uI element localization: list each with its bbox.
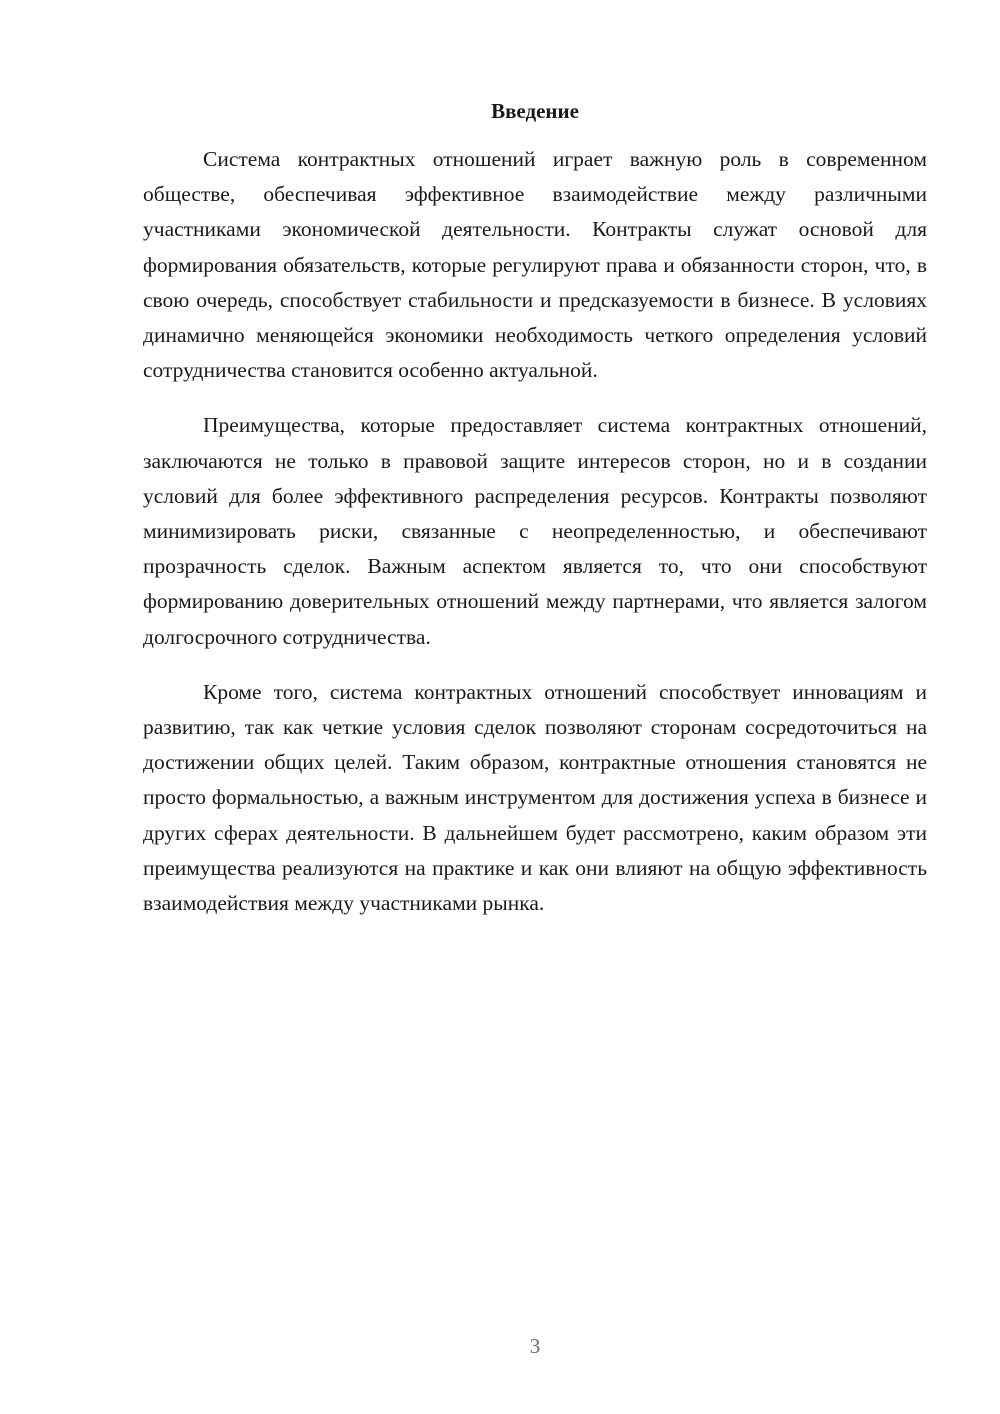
paragraph-1: Система контрактных отношений играет важную роль в современном обществе, обеспечивая эффективное взаимодействие между различными участниками экономической деятельности. Контракты служат основой для формирования обязательств, которые регулируют права и обязанности сторон, что, в свою очередь, способствует стабильности и предсказуемости в бизнесе. В условиях динамично меняющейся экономики необходимость четкого определения условий сотрудничества становится особенно актуальной.	[143, 147, 927, 383]
paragraph-3: Кроме того, система контрактных отношений способствует инновациям и развитию, так как четкие условия сделок позволяют сторонам сосредоточиться на достижении общих целей. Таким образом, контрактные отношения становятся не просто формальностью, а важным инструментом для достижения успеха в бизнесе и других сферах деятельности. В дальнейшем будет рассмотрено, каким образом эти преимущества реализуются на практике и как они влияют на общую эффективность взаимодействия между участниками рынка.	[143, 679, 927, 916]
body-text	[143, 142, 927, 941]
paragraph-2: Преимущества, которые предоставляет система контрактных отношений, заключаются не только в правовой защите интересов сторон, но и в создании условий для более эффективного распределения ресурсов. Контракты позволяют минимизировать риски, связанные с неопределенностью, и обеспечивают прозрачность сделок. Важным аспектом является то, что они способствуют формированию доверительных отношений между партнерами, что является залогом долгосрочного сотрудничества.	[143, 413, 927, 649]
section-heading: Введение	[491, 99, 579, 123]
page-number: 3	[529, 1334, 541, 1358]
